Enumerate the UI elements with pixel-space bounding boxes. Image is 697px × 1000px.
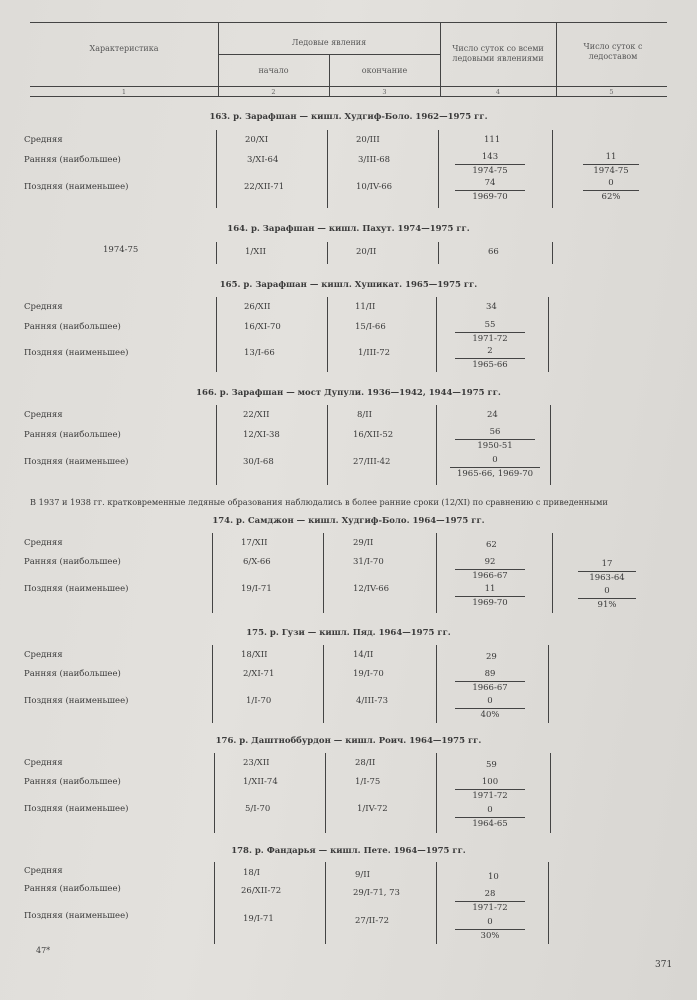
cell-start-late: 19/I-71 [243,914,274,924]
cell-start-early: 1/XII-74 [243,777,278,787]
cell-start-late: 22/XII-71 [244,182,285,192]
section-divider [552,533,553,613]
cell-start-late: 5/I-70 [245,804,271,814]
section-divider [550,405,551,485]
cell-start: 1/XII [245,247,267,257]
header-days-all: Число суток со всеми ледовыми явлениями [452,44,544,63]
section-title: 176. р. Даштноббурдон — кишл. Роич. 1964—1975 гг. [215,736,482,746]
header-divider-4 [556,22,557,96]
cell-start-early: 3/XI-64 [247,155,279,165]
section-title: 175. р. Гузи — кишл. Пяд. 1964—1975 гг. [246,628,451,638]
cell-end-avg: 14/II [353,650,374,660]
label-early: Ранняя (наибольшее) [24,669,121,679]
cell-days: 66 [488,247,499,257]
section-divider [214,753,215,833]
section-divider [212,645,213,723]
section-divider [214,862,215,944]
header-characteristic: Характеристика [89,44,159,53]
fraction-days-early: 89 1966-67 [455,669,525,694]
section-divider [323,533,324,613]
fraction-days-early: 55 1971-72 [455,320,525,345]
cell-end-avg: 28/II [355,758,376,768]
section-title: 165. р. Зарафшан — кишл. Хушикат. 1965—1975 гг. [219,280,478,290]
cell-start-avg: 22/XII [243,410,270,420]
section-title: 178. р. Фандарья — кишл. Пете. 1964—1975 гг. [231,846,466,856]
cell-end-early: 31/I-70 [353,557,384,567]
section-divider [436,405,437,485]
header-bottom-rule [30,86,667,87]
section-divider [548,645,549,723]
section-divider [436,862,437,944]
label-early: Ранняя (наибольшее) [24,430,121,440]
cell-start-late: 13/I-66 [244,348,275,358]
section-title: 174. р. Самджон — кишл. Худгиф-Боло. 1964—1975 гг. [212,516,485,526]
label-year: 1974-75 [103,245,139,255]
fraction-days-late: 0 40% [455,696,525,721]
cell-start-late: 19/I-71 [241,584,272,594]
fraction-days-late: 11 1969-70 [455,584,525,609]
page-number: 371 [655,960,673,970]
label-average: Средняя [24,135,63,145]
header-ice-phenomena: Ледовые явления [291,38,367,47]
header-days-freeze: Число суток с ледоставом [583,42,643,61]
cell-end-late: 12/IV-66 [353,584,390,594]
cell-end-late: 10/IV-66 [356,182,393,192]
cell-end-avg: 29/II [353,538,374,548]
cell-days-avg: 29 [486,652,497,662]
cell-end-late: 4/III-73 [356,696,389,706]
section-divider [552,130,553,208]
fraction-days-late: 74 1969-70 [455,178,525,203]
cell-start-early: 6/X-66 [243,557,271,567]
col-num-5: 5 [609,88,614,96]
fraction-freeze-early: 11 1974-75 [583,152,639,177]
cell-end-early: 1/I-75 [355,777,381,787]
cell-end-early: 29/I-71, 73 [353,888,400,898]
section-divider [212,533,213,613]
label-average: Средняя [24,866,63,876]
cell-end-early: 16/XII-52 [353,430,394,440]
cell-start-avg: 18/I [243,868,261,878]
cell-start-avg: 17/XII [241,538,268,548]
cell-end-avg: 20/III [356,135,380,145]
cell-end-late: 27/II-72 [355,916,390,926]
col-num-3: 3 [382,88,387,96]
section-divider [323,645,324,723]
label-late: Поздняя (наименьшее) [24,911,129,921]
cell-start-early: 2/XI-71 [243,669,275,679]
section-divider [216,297,217,372]
label-late: Поздняя (наименьшее) [24,804,129,814]
section-divider [438,242,439,264]
label-average: Средняя [24,538,63,548]
footnote: В 1937 и 1938 гг. кратковременные ледяные образования наблюдались в более ранние сроки (12/XI) по сравнению с приведенными [30,497,608,507]
cell-end-avg: 9/II [355,870,370,880]
signature-mark: 47* [36,946,51,955]
section-divider [327,242,328,264]
label-average: Средняя [24,650,63,660]
fraction-days-early: 56 1950-51 [455,427,535,452]
section-title: 164. р. Зарафшан — кишл. Пахут. 1974—1975 гг. [227,224,470,234]
header-top-rule [30,22,667,23]
header-divider-3 [440,22,441,96]
cell-end-avg: 8/II [357,410,372,420]
label-average: Средняя [24,302,63,312]
section-title: 163. р. Зарафшан — кишл. Худгиф-Боло. 1962—1975 гг. [209,112,488,122]
label-early: Ранняя (наибольшее) [24,322,121,332]
colnum-bottom-rule [30,96,667,97]
col-num-4: 4 [495,88,501,96]
fraction-days-late: 0 1964-65 [455,805,525,830]
cell-start-early: 26/XII-72 [241,886,282,896]
fraction-days-late: 0 1965-66, 1969-70 [450,455,540,480]
cell-end-early: 3/III-68 [358,155,391,165]
header-end: окончание [361,66,408,75]
cell-end-late: 1/IV-72 [357,804,388,814]
cell-days-avg: 24 [487,410,498,420]
cell-days-avg: 59 [486,760,497,770]
cell-end-avg: 11/II [355,302,376,312]
cell-start-avg: 26/XII [244,302,271,312]
cell-start-early: 12/XI-38 [243,430,280,440]
section-divider [436,297,437,372]
fraction-days-late: 0 30% [455,917,525,942]
fraction-freeze-late: 0 62% [583,178,639,203]
fraction-freeze-early: 17 1963-64 [578,559,636,584]
cell-days-avg: 10 [488,872,499,882]
label-early: Ранняя (наибольшее) [24,557,121,567]
header-divider-1 [218,22,219,96]
col-num-1: 1 [121,88,127,96]
label-early: Ранняя (наибольшее) [24,155,121,165]
section-divider [436,645,437,723]
label-late: Поздняя (наименьшее) [24,182,129,192]
cell-end-late: 27/III-42 [353,457,391,467]
section-divider [325,862,326,944]
section-divider [436,533,437,613]
fraction-days-early: 28 1971-72 [455,889,525,914]
section-divider [552,242,553,264]
label-late: Поздняя (наименьшее) [24,348,129,358]
section-divider [216,405,217,485]
cell-days-avg: 111 [484,135,501,145]
section-divider [327,297,328,372]
section-divider [548,862,549,944]
cell-end-late: 1/III-72 [358,348,391,358]
section-divider [438,130,439,208]
header-start: начало [258,66,289,75]
section-divider [550,753,551,833]
cell-end-early: 19/I-70 [353,669,384,679]
cell-days-avg: 34 [486,302,497,312]
cell-start-late: 1/I-70 [246,696,272,706]
cell-start-late: 30/I-68 [243,457,274,467]
section-divider [325,753,326,833]
cell-end: 20/II [356,247,377,257]
section-divider [327,130,328,208]
cell-start-avg: 23/XII [243,758,270,768]
cell-start-early: 16/XI-70 [244,322,281,332]
cell-start-avg: 20/XI [245,135,269,145]
fraction-days-early: 92 1966-67 [455,557,525,582]
fraction-days-early: 143 1974-75 [455,152,525,177]
section-divider [548,297,549,372]
label-average: Средняя [24,758,63,768]
label-early: Ранняя (наибольшее) [24,777,121,787]
label-average: Средняя [24,410,63,420]
cell-start-avg: 18/XII [241,650,268,660]
col-num-2: 2 [271,88,276,96]
cell-end-early: 15/I-66 [355,322,386,332]
label-late: Поздняя (наименьшее) [24,457,129,467]
fraction-freeze-late: 0 91% [578,586,636,611]
label-late: Поздняя (наименьшее) [24,584,129,594]
section-divider [216,130,217,208]
section-divider [327,405,328,485]
label-late: Поздняя (наименьшее) [24,696,129,706]
section-title: 166. р. Зарафшан — мост Дупули. 1936—1942, 1944—1975 гг. [196,388,501,398]
cell-days-avg: 62 [486,540,497,550]
section-divider [216,242,217,264]
fraction-days-early: 100 1971-72 [455,777,525,802]
section-divider [436,753,437,833]
fraction-days-late: 2 1965-66 [455,346,525,371]
label-early: Ранняя (наибольшее) [24,884,121,894]
